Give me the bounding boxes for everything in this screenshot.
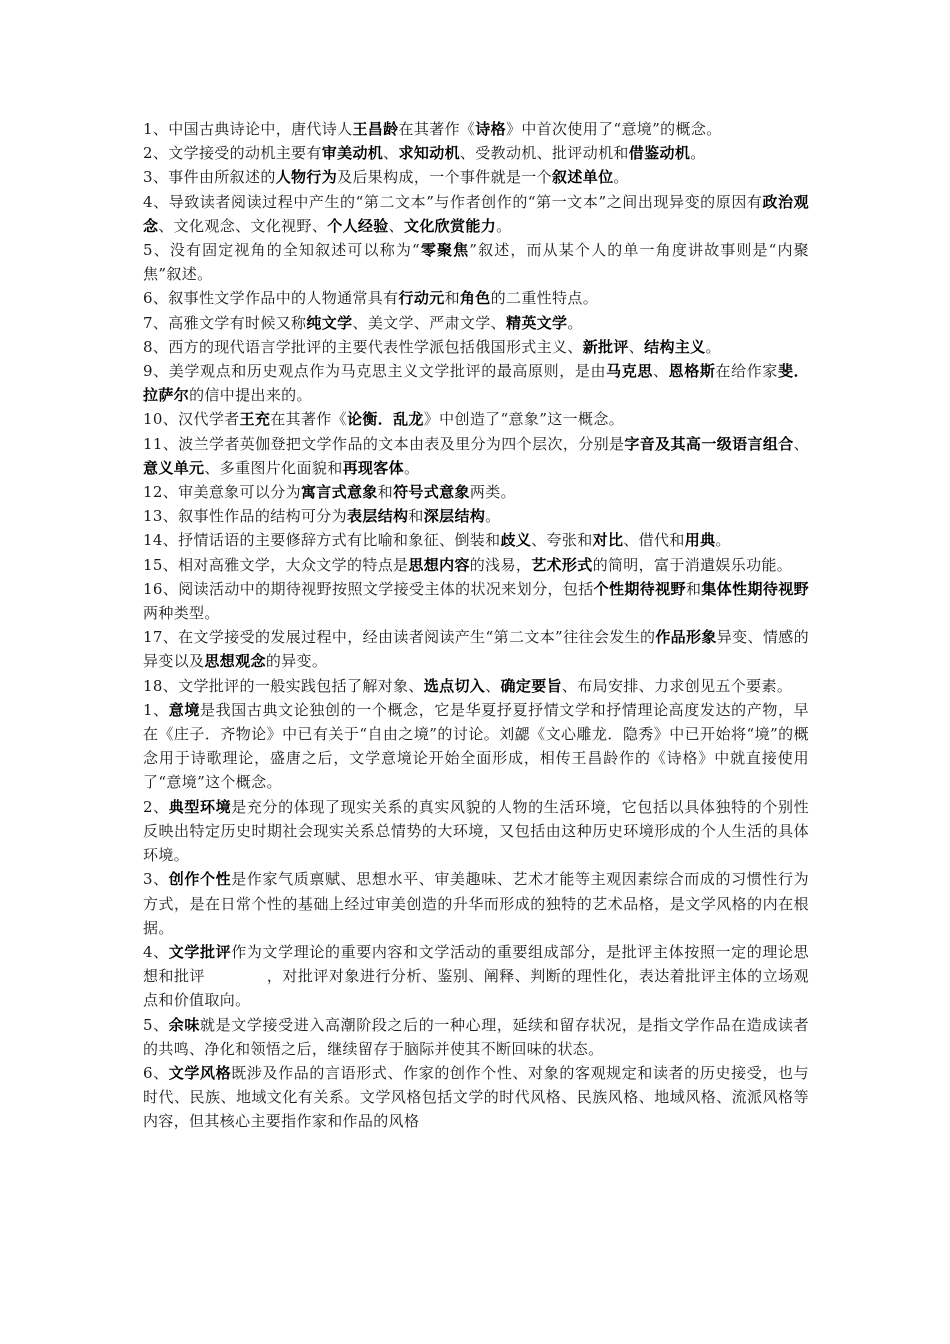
key-term: 创作个性 [168,870,232,889]
text-run: 的浅易， [469,555,532,574]
key-term: 选点切入 [423,676,486,695]
definition-item-1 [143,698,809,795]
text-run: 、文化观念、文化视野、 [158,216,328,235]
document-page [143,117,809,1134]
key-term: 求知动机 [398,144,460,163]
key-term: 叙述单位 [552,168,614,187]
text-run: 3、事件由所叙述的 [143,168,276,187]
key-term: 意义单元 [143,458,205,477]
text-run: 9、美学观点和历史观点作为马克思主义文学批评的最高原则，是由 [143,362,607,381]
text-run: 14、抒情话语的主要修辞方式有比喻和象征、倒装和 [143,531,501,550]
key-term: 零聚焦 [420,241,470,260]
text-run: 、夸张和 [531,531,593,550]
key-term: 王昌龄 [352,120,399,138]
text-run: 4、 [143,942,169,961]
key-term: 借鉴动机 [628,144,691,163]
text-run: 。 [485,507,501,526]
text-run: 是充分的体现了现实关系的真实风貌的人物的生活环境，它包括以具体独特的个别性反映出特定历史时期社会现实关系总情势的大环境，又包括由这种历史环境形成的个人生活的具体环境。 [143,797,809,865]
key-term: 马克思 [606,362,654,381]
text-run: 8、西方的现代语言学批评的主要代表性学派包括俄国形式主义、 [143,337,583,356]
key-term: 深层结构 [423,507,486,526]
fill-in-item-7 [143,311,809,335]
text-run: 2、文学接受的动机主要有 [143,144,322,163]
text-run: 、受教动机、批评动机和 [459,144,629,163]
fill-in-item-8 [143,335,809,359]
text-run: 、多重图片化面貌和 [204,458,343,477]
text-run: 》中创造了“意象”这一概念。 [423,410,625,429]
definition-item-2 [143,795,809,868]
fill-in-item-10 [143,407,809,431]
text-run: 。 [403,458,420,477]
text-run: 。 [496,216,512,235]
key-term: 字音及其高一级语言组合 [624,434,794,453]
text-run: 既涉及作品的言语形式、作家的创作个性、对象的客观规定和读者的历史接受，也与时代、民族、地域文化有关系。文学风格包括文学的时代风格、民族风格、地域风格、流派风格等内容，但其核心主要指作家和作品的风格 [143,1063,809,1131]
fill-in-item-9 [143,359,809,407]
key-term: 新批评 [582,337,629,356]
fill-in-item-5 [143,238,809,286]
key-term: 人物行为 [275,168,338,187]
key-term: 诗格 [475,120,506,138]
key-term: 政治观念 [143,192,809,235]
fill-in-item-13 [143,504,809,528]
text-run: 异变、情感的异变以及 [143,628,809,671]
key-term: 再现客体 [342,458,404,477]
text-run: 及后果构成，一个事件就是一个 [337,168,553,187]
definition-item-6 [143,1061,809,1134]
key-term: 思想内容 [408,555,470,574]
text-run: 和 [408,507,424,526]
fill-in-item-3 [143,165,809,189]
text-run: 5、没有固定视角的全知叙述可以称为“ [143,241,421,260]
fill-in-item-15 [143,553,809,577]
text-run: 18、文学批评的一般实践包括了解对象、 [143,676,424,695]
text-run: 在其著作《 [398,120,476,138]
text-run: 16、阅读活动中的期待视野按照文学接受主体的状况来划分，包括 [143,579,594,598]
key-term: 斐．拉萨尔 [143,362,810,405]
key-term: 作品形象 [655,628,717,647]
key-term: 典型环境 [168,797,232,816]
key-term: 符号式意象 [393,483,470,502]
key-term: 意境 [168,700,201,719]
fill-in-item-4 [143,190,809,238]
key-term: 文学风格 [168,1063,232,1082]
fill-in-item-12 [143,480,809,504]
text-run: 2、 [143,797,169,816]
text-run: 在给作家 [715,362,779,381]
text-run: 4、导致读者阅读过程中产生的“第二文本”与作者创作的“第一文本”之间出现异变的原因有 [143,192,763,211]
text-run: 12、审美意象可以分为 [143,483,301,502]
key-term: 个人经验 [327,216,389,235]
text-run: 10、汉代学者 [143,410,240,429]
text-run: 两类。 [469,483,516,502]
key-term: 寓言式意象 [300,483,378,502]
key-term: 用典 [684,531,716,550]
text-run: 、 [653,362,669,381]
fill-in-item-2 [143,141,809,165]
text-run: 作为文学理论的重要内容和文学活动的重要组成部分，是批评主体按照一定的理论思想和批评 ，对批评对象进行分析、鉴别、阐释、判断的理性化，表达着批评主体的立场观点和价值取向。 [143,942,809,1010]
text-run: 和 [685,579,702,598]
text-run: ”叙述，而从某个人的单一角度讲故事则是“内聚焦”叙述。 [143,241,809,284]
fill-in-item-11 [143,432,809,480]
key-term: 精英文学 [505,313,568,332]
key-term: 集体性期待视野 [701,579,810,598]
fill-in-item-6 [143,286,809,310]
text-run: 。 [715,531,731,550]
key-term: 确定要旨 [500,676,562,695]
text-run: 、 [485,676,501,695]
key-term: 思想观念 [204,652,266,671]
key-term: 文学批评 [168,942,232,961]
fill-in-item-16 [143,577,809,625]
text-run: 3、 [143,870,169,889]
text-run: 》中首次使用了“意境”的概念。 [505,120,722,138]
text-run: 的二重性特点。 [490,289,599,308]
text-run: 的简明，富于消遣娱乐功能。 [592,555,793,574]
key-term: 审美动机 [321,144,384,163]
text-run: 的异变。 [265,652,328,671]
text-run: 6、叙事性文学作品中的人物通常具有 [143,289,399,308]
text-run: 和 [444,289,460,308]
definition-item-5 [143,1013,809,1061]
text-run: 7、高雅文学有时候又称 [143,313,307,332]
fill-in-blanks-section [143,117,809,698]
key-term: 表层结构 [347,507,409,526]
text-run: 1、 [143,700,169,719]
text-run: 1、中国古典诗论中，唐代诗人 [143,120,353,138]
key-term: 余味 [168,1015,201,1034]
key-term: 文化欣赏能力 [403,216,497,235]
text-run: 15、相对高雅文学，大众文学的特点是 [143,555,409,574]
key-term: 个性期待视野 [593,579,686,598]
text-run: 、 [793,434,809,453]
definitions-section [143,698,809,1134]
fill-in-item-1 [143,117,809,141]
text-run: 5、 [143,1015,169,1034]
text-run: 在其著作《 [270,410,348,429]
text-run: 、 [383,144,399,163]
text-run: 11、波兰学者英伽登把文学作品的文本由表及里分为四个层次，分别是 [143,434,625,453]
text-run: 。 [613,168,629,187]
key-term: 王充 [239,410,271,429]
text-run: 是作家气质禀赋、思想水平、审美趣味、艺术才能等主观因素综合而成的习惯性行为方式，是在日常个性的基础上经过审美创造的升华而形成的独特的艺术品格，是文学风格的内在根据。 [143,870,809,937]
fill-in-item-18 [143,674,809,698]
text-run: 。 [690,144,706,163]
text-run: 、 [388,216,404,235]
key-term: 艺术形式 [531,555,593,574]
definition-item-4 [143,940,809,1013]
text-run: 13、叙事性作品的结构可分为 [143,507,347,526]
text-run: 17、在文学接受的发展过程中，经由读者阅读产生“第二文本”往往会发生的 [143,628,656,647]
text-run: 6、 [143,1063,169,1082]
text-run: 是我国古典文论独创的一个概念，它是华夏抒夏抒情文学和抒情理论高度发达的产物，早在《庄子．齐物论》中已有关于“自由之境”的讨论。刘勰《文心雕龙．隐秀》中已开始将“境”的概念用于诗歌理论，盛唐之后，文学意境论开始全面形成，相传王昌龄作的《诗格》中就直接使用了“意境”这个概念。 [143,700,810,792]
text-run: 、美文学、严肃文学、 [352,313,506,332]
fill-in-item-14 [143,528,809,552]
definition-item-3 [143,867,809,940]
text-run: 、借代和 [623,531,685,550]
fill-in-item-17 [143,625,809,673]
key-term: 角色 [459,289,491,308]
text-run: 和 [377,483,394,502]
text-run: 的信中提出来的。 [189,386,312,405]
text-run: 就是文学接受进入高潮阶段之后的一种心理，延续和留存状况，是指文学作品在造成读者的共鸣、净化和领悟之后，继续留存于脑际并使其不断回味的状态。 [143,1015,810,1058]
text-run: 。 [567,313,583,332]
key-term: 对比 [592,531,624,550]
text-run: 。 [705,337,721,356]
text-run: 、布局安排、力求创见五个要素。 [561,676,793,695]
key-term: 恩格斯 [668,362,716,381]
text-run: 两种类型。 [143,604,220,623]
key-term: 结构主义 [644,337,706,356]
text-run: 、 [628,337,645,356]
key-term: 行动元 [398,289,445,308]
key-term: 纯文学 [306,313,353,332]
key-term: 论衡．乱龙 [347,410,424,429]
key-term: 歧义 [500,531,532,550]
